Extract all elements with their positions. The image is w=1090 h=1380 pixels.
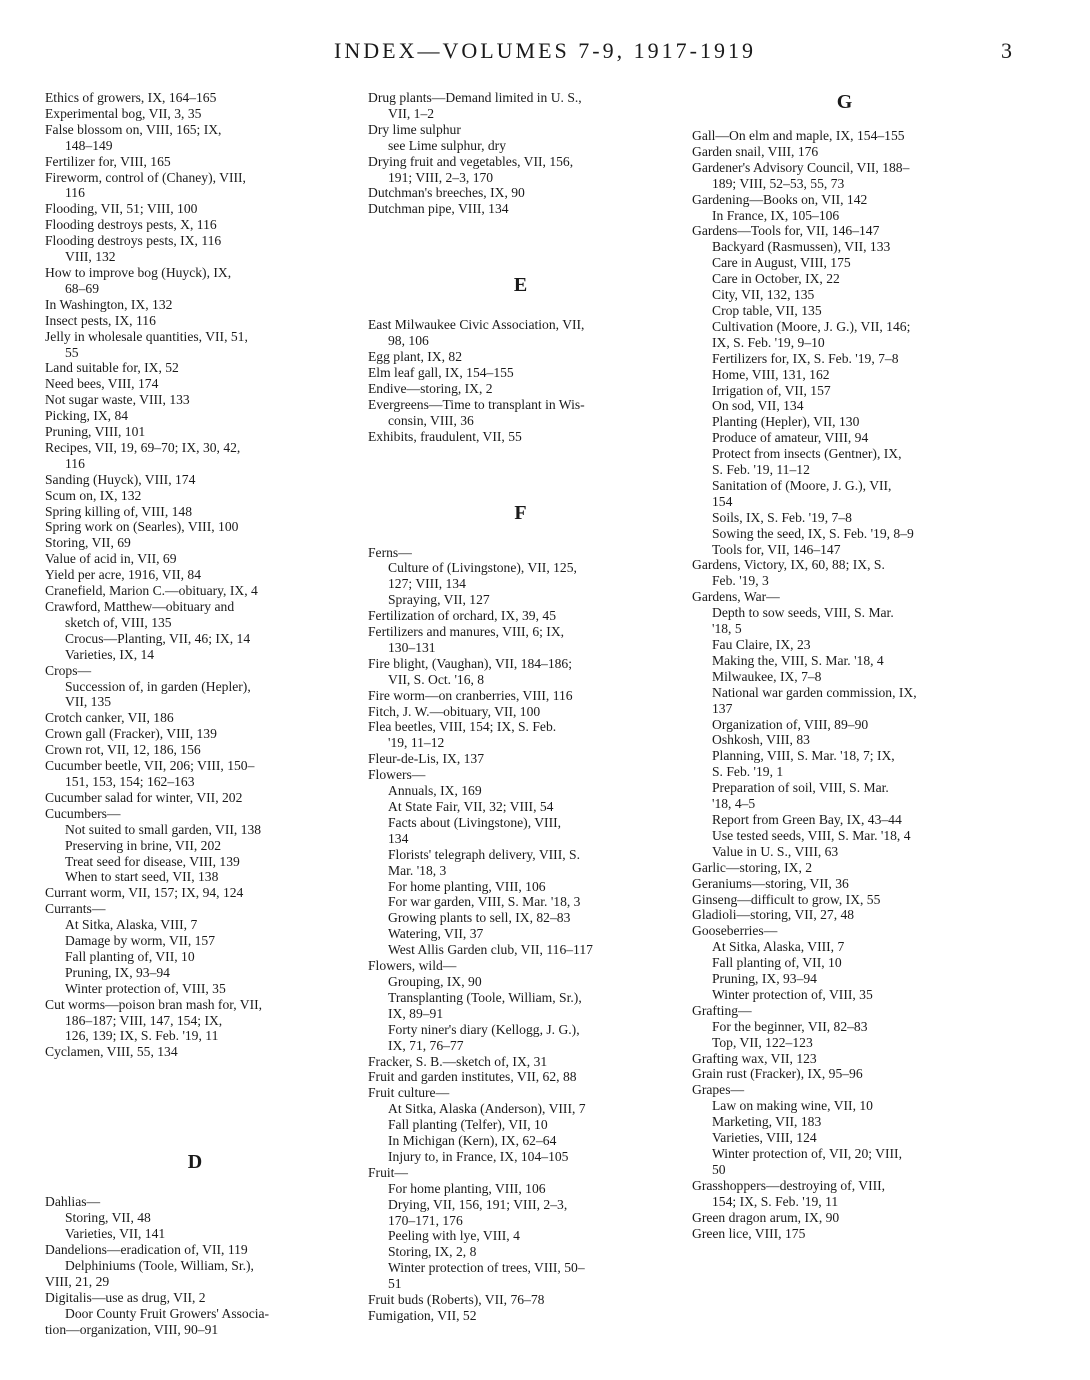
index-entry: Gladioli—storing, VII, 27, 48	[692, 907, 855, 923]
index-subentry: 51	[388, 1276, 402, 1292]
index-entry: Geraniums—storing, VII, 36	[692, 875, 849, 891]
index-entry: Ginseng—difficult to grow, IX, 55	[692, 891, 881, 907]
index-subentry: National war garden commission, IX,	[712, 684, 917, 700]
index-entry: Fruit buds (Roberts), VII, 76–78	[368, 1292, 545, 1308]
index-subentry: Varieties, IX, 14	[65, 646, 155, 662]
index-subentry: S. Feb. '19, 11–12	[712, 462, 810, 478]
index-subentry: Fall planting (Telfer), VII, 10	[388, 1117, 548, 1133]
index-subentry: For war garden, VIII, S. Mar. '18, 3	[388, 894, 581, 910]
index-entry: Currants—	[45, 901, 106, 917]
index-subentry: 137	[712, 700, 733, 716]
index-entry: Land suitable for, IX, 52	[45, 360, 179, 376]
index-subentry: Protect from insects (Gentner), IX,	[712, 446, 902, 462]
index-subentry: Storing, VII, 48	[65, 1210, 151, 1226]
section-letter-heading: G	[836, 91, 853, 113]
index-entry: Egg plant, IX, 82	[368, 349, 463, 365]
index-subentry: see Lime sulphur, dry	[388, 137, 506, 153]
running-head: INDEX—VOLUMES 7-9, 1917-1919	[334, 38, 756, 63]
index-subentry: 68–69	[65, 280, 99, 296]
index-subentry: Succession of, in garden (Hepler),	[65, 678, 251, 694]
index-entry: How to improve bog (Huyck), IX,	[45, 264, 232, 280]
index-entry-continuation: 154; IX, S. Feb. '19, 11	[712, 1193, 839, 1209]
index-entry: Dry lime sulphur	[368, 121, 461, 137]
index-entry: Flooding destroys pests, IX, 116	[45, 233, 222, 249]
index-entry: Grapes—	[692, 1082, 745, 1098]
index-subentry: Care in October, IX, 22	[712, 271, 840, 287]
index-entry: Cucumbers—	[45, 805, 121, 821]
index-entry: Pruning, VIII, 101	[45, 424, 146, 440]
index-entry: Grafting—	[692, 1002, 752, 1018]
index-subentry: Backyard (Rasmussen), VII, 133	[712, 239, 891, 255]
index-entry: Fruit and garden institutes, VII, 62, 88	[368, 1069, 577, 1085]
index-entry: Flea beetles, VIII, 154; IX, S. Feb.	[368, 719, 557, 735]
index-entry-continuation: '19, 11–12	[388, 735, 445, 751]
index-subentry: 50	[712, 1161, 726, 1177]
index-subentry: Fall planting of, VII, 10	[65, 948, 195, 964]
index-entry: Dutchman's breeches, IX, 90	[368, 185, 525, 201]
index-column-2	[368, 90, 673, 1324]
index-entry: Ethics of growers, IX, 164–165	[45, 90, 217, 105]
index-subentry: Oshkosh, VIII, 83	[712, 732, 810, 748]
index-entry-continuation: 151, 153, 154; 162–163	[65, 773, 195, 789]
index-entry: Digitalis—use as drug, VII, 2	[45, 1289, 206, 1305]
index-entry: Picking, IX, 84	[45, 408, 129, 424]
index-subentry: Pruning, IX, 93–94	[65, 964, 170, 980]
index-entry: Drug plants—Demand limited in U. S.,	[368, 90, 582, 105]
index-subentry: Milwaukee, IX, 7–8	[712, 668, 822, 684]
index-subentry: Sowing the seed, IX, S. Feb. '19, 8–9	[712, 525, 914, 541]
index-subentry: 116	[65, 455, 85, 471]
index-entry: Garlic—storing, IX, 2	[692, 859, 813, 875]
index-entry: Cucumber beetle, VII, 206; VIII, 150–	[45, 758, 255, 774]
index-subentry: Storing, IX, 2, 8	[388, 1244, 477, 1260]
index-entry: Need bees, VIII, 174	[45, 376, 159, 392]
index-subentry: Peeling with lye, VIII, 4	[388, 1228, 520, 1244]
index-subentry: Home, VIII, 131, 162	[712, 366, 830, 382]
index-entry: Flooding, VII, 51; VIII, 100	[45, 201, 198, 217]
index-entry: Cucumber salad for winter, VII, 202	[45, 789, 243, 805]
index-subentry: Delphiniums (Toole, William, Sr.),	[65, 1257, 254, 1273]
index-subentry: Mar. '18, 3	[388, 862, 447, 878]
index-subentry: Report from Green Bay, IX, 43–44	[712, 811, 902, 827]
index-entry: Gall—On elm and maple, IX, 154–155	[692, 128, 905, 143]
index-column-1	[45, 90, 345, 1337]
index-subentry: On sod, VII, 134	[712, 398, 804, 414]
index-entry: Fitch, J. W.—obituary, VII, 100	[368, 703, 541, 719]
index-entry: Gardener's Advisory Council, VII, 188–	[692, 159, 910, 175]
index-entry: Elm leaf gall, IX, 154–155	[368, 364, 514, 380]
index-subentry: Winter protection of trees, VIII, 50–	[388, 1260, 585, 1276]
index-entry: Crawford, Matthew—obituary and	[45, 599, 235, 614]
index-subentry: For home planting, VIII, 106	[388, 1180, 546, 1196]
index-subentry: Damage by worm, VII, 157	[65, 933, 216, 949]
index-entry: Exhibits, fraudulent, VII, 55	[368, 428, 522, 444]
index-entry: Value of acid in, VII, 69	[45, 551, 177, 567]
index-entry: Gardens, Victory, IX, 60, 88; IX, S.	[692, 557, 885, 573]
index-entry-continuation: Feb. '19, 3	[712, 573, 769, 589]
index-subentry: Facts about (Livingstone), VIII,	[388, 814, 562, 830]
index-subentry: Depth to sow seeds, VIII, S. Mar.	[712, 605, 894, 621]
index-entry-continuation: 189; VIII, 52–53, 55, 73	[712, 175, 845, 191]
index-entry: Crops—	[45, 662, 92, 678]
index-entry: Fire blight, (Vaughan), VII, 184–186;	[368, 655, 573, 671]
index-subentry: 134	[388, 830, 409, 846]
index-subentry: 127; VIII, 134	[388, 576, 466, 592]
index-entry: Fertilization of orchard, IX, 39, 45	[368, 608, 556, 624]
index-entry-continuation: VII, 1–2	[388, 105, 435, 121]
index-entry-continuation: VII, S. Oct. '16, 8	[388, 671, 485, 687]
index-entry-continuation: Door County Fruit Growers' Associa-	[65, 1305, 270, 1321]
index-subentry: Making the, VIII, S. Mar. '18, 4	[712, 652, 884, 668]
index-subentry: VIII, 132	[65, 249, 116, 265]
index-entry: Flowers, wild—	[368, 958, 457, 974]
index-entry: Recipes, VII, 19, 69–70; IX, 30, 42,	[45, 439, 241, 455]
index-entry: Drying fruit and vegetables, VII, 156,	[368, 153, 574, 169]
index-subentry: '18, 5	[712, 621, 742, 637]
index-entry: Dahlias—	[45, 1194, 101, 1210]
index-subentry: VII, 135	[65, 694, 112, 710]
index-entry: Flowers—	[368, 767, 426, 783]
index-subentry: At State Fair, VII, 32; VIII, 54	[388, 799, 554, 814]
index-subentry: Injury to, in France, IX, 104–105	[388, 1148, 569, 1164]
index-entry-continuation: consin, VIII, 36	[388, 412, 474, 428]
index-entry: Currant worm, VII, 157; IX, 94, 124	[45, 885, 244, 901]
index-entry: Crotch canker, VII, 186	[45, 710, 174, 726]
index-entry: Grafting wax, VII, 123	[692, 1050, 817, 1066]
index-subentry: Winter protection of, VII, 20; VIII,	[712, 1146, 902, 1161]
index-column-3	[692, 90, 997, 1241]
index-entry: Fertilizer for, VIII, 165	[45, 153, 171, 169]
index-subentry: 186–187; VIII, 147, 154; IX,	[65, 1012, 223, 1028]
index-entry: In Washington, IX, 132	[45, 296, 173, 312]
index-subentry: Produce of amateur, VIII, 94	[712, 430, 869, 446]
index-subentry: Growing plants to sell, IX, 82–83	[388, 910, 571, 926]
index-subentry: Planting (Hepler), VII, 130	[712, 414, 860, 430]
index-entry: Cyclamen, VIII, 55, 134	[45, 1044, 178, 1060]
index-entry: Fireworm, control of (Chaney), VIII,	[45, 169, 246, 185]
index-entry: Cut worms—poison bran mash for, VII,	[45, 996, 263, 1012]
index-subentry: Crop table, VII, 135	[712, 302, 822, 318]
index-entry: Evergreens—Time to transplant in Wis-	[368, 396, 585, 412]
index-subentry: Transplanting (Toole, William, Sr.),	[388, 989, 582, 1005]
index-entry: tion—organization, VIII, 90–91	[45, 1321, 219, 1337]
section-letter-heading: F	[514, 501, 527, 524]
index-entry: East Milwaukee Civic Association, VII,	[368, 317, 585, 333]
index-subentry: Soils, IX, S. Feb. '19, 7–8	[712, 509, 852, 525]
index-subentry: Fall planting of, VII, 10	[712, 955, 842, 971]
index-entry: Spring killing of, VIII, 148	[45, 503, 193, 519]
index-entry: Endive—storing, IX, 2	[368, 380, 493, 396]
index-subentry: Cultivation (Moore, J. G.), VII, 146;	[712, 318, 911, 334]
index-subentry: Sanitation of (Moore, J. G.), VII,	[712, 477, 892, 493]
index-subentry: 154	[712, 493, 733, 509]
index-subentry: 170–171, 176	[388, 1212, 463, 1228]
index-subentry: Pruning, IX, 93–94	[712, 971, 817, 987]
index-subentry: For home planting, VIII, 106	[388, 878, 546, 894]
index-subentry: Value in U. S., VIII, 63	[712, 843, 839, 859]
index-subentry: Top, VII, 122–123	[712, 1034, 813, 1050]
index-subentry: Grouping, IX, 90	[388, 973, 482, 989]
index-entry: Gardens, War—	[692, 589, 780, 605]
index-entry: Grain rust (Fracker), IX, 95–96	[692, 1066, 863, 1082]
index-subentry: Use tested seeds, VIII, S. Mar. '18, 4	[712, 827, 911, 843]
index-subentry: In France, IX, 105–106	[712, 207, 840, 223]
index-subentry: When to start seed, VII, 138	[65, 869, 219, 885]
index-subentry: Varieties, VII, 141	[65, 1226, 166, 1242]
index-entry: Scum on, IX, 132	[45, 487, 142, 503]
page-number: 3	[1001, 38, 1012, 63]
index-entry: Fracker, S. B.—sketch of, IX, 31	[368, 1053, 548, 1069]
index-entry: Flooding destroys pests, X, 116	[45, 217, 217, 233]
section-letter-heading: D	[187, 1151, 203, 1174]
index-subentry: Marketing, VII, 183	[712, 1114, 822, 1130]
index-subentry: Drying, VII, 156, 191; VIII, 2–3,	[388, 1196, 568, 1212]
index-subentry: West Allis Garden club, VII, 116–117	[388, 942, 593, 958]
index-entry: Fertilizers and manures, VIII, 6; IX,	[368, 624, 565, 640]
index-subentry: Tools for, VII, 146–147	[712, 541, 841, 557]
index-entry: Fruit culture—	[368, 1085, 450, 1101]
index-subentry: Spraying, VII, 127	[388, 592, 490, 608]
index-subentry: IX, S. Feb. '19, 9–10	[712, 334, 825, 350]
index-subentry: Preparation of soil, VIII, S. Mar.	[712, 780, 889, 796]
index-subentry: IX, 89–91	[388, 1005, 444, 1021]
index-subentry: At Sitka, Alaska, VIII, 7	[712, 939, 845, 955]
index-entry-continuation: 148–149	[65, 137, 113, 153]
index-entry: Fleur-de-Lis, IX, 137	[368, 751, 485, 767]
index-subentry: For the beginner, VII, 82–83	[712, 1018, 868, 1034]
index-subentry: Winter protection of, VIII, 35	[65, 980, 226, 996]
index-subentry: Annuals, IX, 169	[388, 783, 482, 799]
index-entry: Sanding (Huyck), VIII, 174	[45, 471, 196, 487]
index-entry: VIII, 21, 29	[45, 1273, 110, 1289]
index-subentry: At Sitka, Alaska (Anderson), VIII, 7	[388, 1101, 586, 1117]
index-entry-continuation: sketch of, VIII, 135	[65, 614, 172, 630]
index-subentry: IX, 71, 76–77	[388, 1037, 464, 1053]
index-subentry: Forty niner's diary (Kellogg, J. G.),	[388, 1021, 580, 1037]
index-subentry: S. Feb. '19, 1	[712, 764, 784, 780]
index-subentry: Irrigation of, VII, 157	[712, 382, 831, 398]
index-subentry: Winter protection of, VIII, 35	[712, 986, 873, 1002]
index-entry: Not sugar waste, VIII, 133	[45, 392, 190, 408]
index-entry: Gardening—Books on, VII, 142	[692, 191, 868, 207]
index-entry: Fruit—	[368, 1164, 409, 1180]
index-subentry: In Michigan (Kern), IX, 62–64	[388, 1133, 557, 1149]
index-entry: False blossom on, VIII, 165; IX,	[45, 121, 222, 137]
index-entry: Ferns—	[368, 544, 412, 560]
index-entry-continuation: 191; VIII, 2–3, 170	[388, 169, 494, 185]
index-subentry: City, VII, 132, 135	[712, 287, 815, 303]
section-letter-heading: E	[513, 274, 528, 297]
index-subentry: Fertilizers for, IX, S. Feb. '19, 7–8	[712, 350, 899, 366]
index-subentry: Care in August, VIII, 175	[712, 255, 851, 271]
index-entry: Green dragon arum, IX, 90	[692, 1209, 840, 1225]
index-entry: Green lice, VIII, 175	[692, 1225, 806, 1241]
index-subentry: Fau Claire, IX, 23	[712, 637, 811, 652]
index-subentry: Varieties, VIII, 124	[712, 1130, 817, 1146]
index-subentry: Preserving in brine, VII, 202	[65, 837, 222, 853]
index-subentry: Planning, VIII, S. Mar. '18, 7; IX,	[712, 748, 895, 764]
index-entry-continuation: 98, 106	[388, 333, 429, 349]
index-subentry: 55	[65, 344, 79, 360]
index-entry: Crown rot, VII, 12, 186, 156	[45, 742, 201, 758]
index-entry: Garden snail, VIII, 176	[692, 143, 819, 159]
index-entry: Fumigation, VII, 52	[368, 1308, 477, 1323]
index-entry-continuation: 116	[65, 185, 85, 201]
index-subentry: Florists' telegraph delivery, VIII, S.	[388, 846, 580, 862]
index-entry: Gardens—Tools for, VII, 146–147	[692, 223, 880, 239]
index-entry: Crown gall (Fracker), VIII, 139	[45, 726, 217, 742]
index-subentry: Not suited to small garden, VII, 138	[65, 821, 262, 837]
index-entry: Cranefield, Marion C.—obituary, IX, 4	[45, 583, 258, 599]
index-entry: Yield per acre, 1916, VII, 84	[45, 567, 202, 583]
index-entry: Grasshoppers—destroying of, VIII,	[692, 1177, 886, 1193]
index-entry: Storing, VII, 69	[45, 535, 131, 551]
index-entry: Jelly in wholesale quantities, VII, 51,	[45, 328, 248, 344]
index-subentry: 126, 139; IX, S. Feb. '19, 11	[65, 1028, 219, 1044]
index-subentry: Treat seed for disease, VIII, 139	[65, 853, 240, 869]
index-subentry: Watering, VII, 37	[388, 926, 484, 942]
index-entry: Gooseberries—	[692, 923, 778, 939]
index-subentry: Crocus—Planting, VII, 46; IX, 14	[65, 630, 251, 646]
index-entry: Dandelions—eradication of, VII, 119	[45, 1242, 248, 1257]
index-entry: Spring work on (Searles), VIII, 100	[45, 519, 239, 535]
index-subentry: Organization of, VIII, 89–90	[712, 716, 869, 732]
index-subentry: Culture of (Livingstone), VII, 125,	[388, 560, 577, 576]
index-entry: Dutchman pipe, VIII, 134	[368, 201, 509, 217]
index-subentry: '18, 4–5	[712, 796, 756, 812]
index-subentry: Law on making wine, VII, 10	[712, 1098, 873, 1114]
index-entry-continuation: 130–131	[388, 639, 436, 655]
index-entry: Fire worm—on cranberries, VIII, 116	[368, 687, 573, 703]
index-subentry: At Sitka, Alaska, VIII, 7	[65, 917, 198, 933]
index-entry: Insect pests, IX, 116	[45, 312, 156, 328]
index-entry: Experimental bog, VII, 3, 35	[45, 105, 202, 121]
